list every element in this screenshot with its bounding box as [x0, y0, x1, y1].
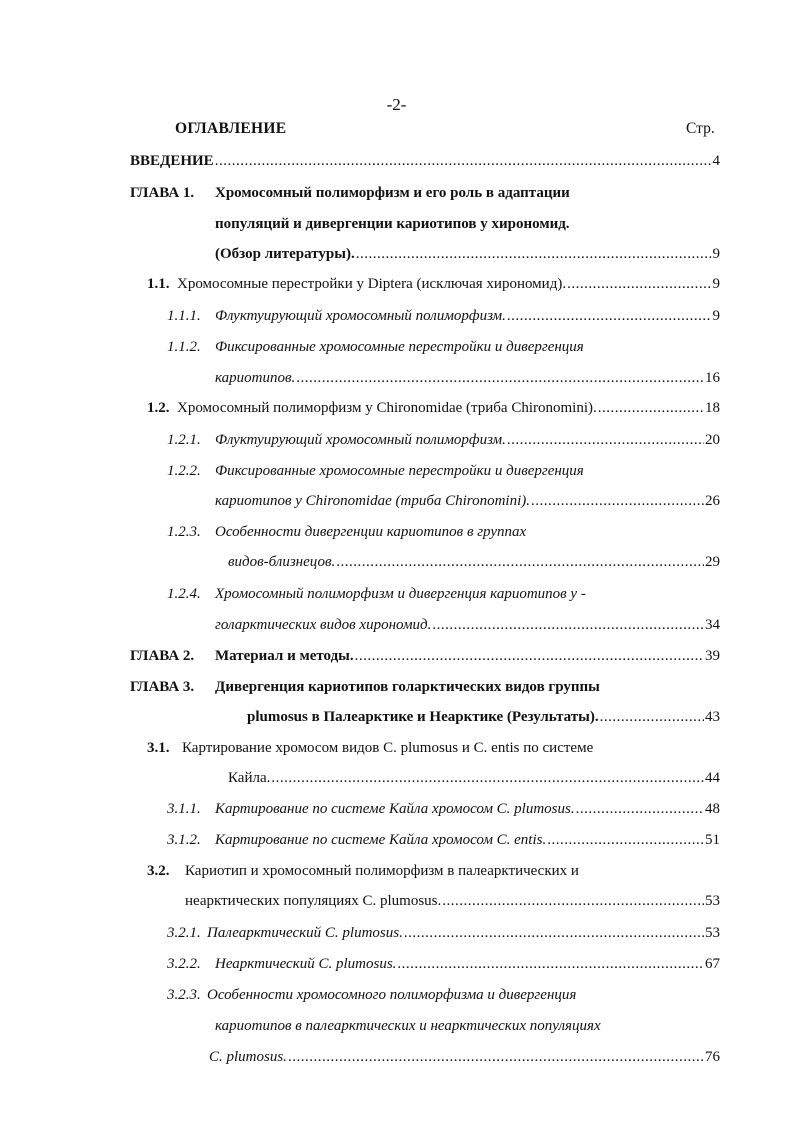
page-number: -2-	[386, 95, 407, 114]
toc-entry-title: Палеарктический C. plumosus.	[207, 925, 403, 941]
toc-page-number: 44	[705, 770, 720, 786]
toc-entry-title: видов-близнецов.	[228, 554, 336, 570]
dot-leader	[598, 397, 704, 419]
toc-line[interactable]	[215, 429, 720, 451]
toc-entry-number: 3.2.2.	[167, 956, 201, 972]
toc-page-number: 53	[705, 925, 720, 941]
toc-line[interactable]	[228, 551, 720, 573]
toc-entry-number: 3.2.3.	[167, 987, 201, 1003]
toc-entry-title: Неарктический C. plumosus.	[215, 956, 397, 972]
dot-leader	[576, 798, 704, 820]
toc-entry-title: Картирование по системе Кайла хромосом C. entis.	[215, 832, 547, 848]
toc-line[interactable]	[215, 460, 584, 482]
dot-leader	[442, 890, 704, 912]
toc-line[interactable]	[207, 984, 576, 1006]
toc-entry-title: Дивергенция кариотипов голарктических видов группы	[215, 679, 600, 695]
dot-leader	[404, 922, 704, 944]
toc-entry-title: Флуктуирующий хромосомный полиморфизм.	[215, 432, 506, 448]
toc-line[interactable]	[215, 243, 720, 265]
toc-line[interactable]	[185, 860, 579, 882]
dot-leader	[296, 367, 704, 389]
toc-entry-title: Картирование хромосом видов C. plumosus и C. entis по системе	[182, 740, 594, 756]
toc-line[interactable]	[130, 150, 720, 172]
toc-entry-number: 1.2.1.	[167, 432, 201, 448]
toc-entry-title: кариотипов у Chironomidae (триба Chironomini).	[215, 493, 530, 509]
toc-entry-title: Хромосомные перестройки у Diptera (исключая хирономид).	[177, 276, 567, 292]
toc-entry-title: Флуктуирующий хромосомный полиморфизм.	[215, 308, 506, 324]
dot-leader	[288, 1046, 704, 1068]
dot-leader	[215, 150, 712, 172]
dot-leader	[547, 829, 704, 851]
toc-line[interactable]	[247, 706, 720, 728]
toc-line[interactable]	[215, 614, 720, 636]
toc-page-number: 9	[712, 276, 720, 292]
toc-line[interactable]	[228, 767, 720, 789]
toc-entry-title: Особенности хромосомного полиморфизма и дивергенция	[207, 987, 577, 1003]
toc-entry-number: 1.1.	[147, 276, 170, 292]
toc-line[interactable]	[185, 890, 720, 912]
toc-page-number: 48	[705, 801, 720, 817]
toc-entry-title: Фиксированные хромосомные перестройки и дивергенция	[215, 463, 584, 479]
toc-line[interactable]	[215, 829, 720, 851]
toc-entry-number: 3.1.	[147, 740, 170, 756]
toc-entry-title: Хромосомный полиморфизм и дивергенция кариотипов у -	[215, 586, 586, 602]
toc-entry-number: 1.2.4.	[167, 586, 201, 602]
toc-entry-title: C. plumosus.	[209, 1049, 287, 1065]
toc-page-number: 18	[705, 400, 720, 416]
toc-line[interactable]	[207, 922, 720, 944]
toc-line[interactable]	[215, 336, 584, 358]
toc-entry-title: голарктических видов хирономид.	[215, 617, 432, 633]
toc-page-number: 29	[705, 554, 720, 570]
toc-entry-title: популяций и дивергенции кариотипов у хирономид.	[215, 216, 570, 232]
dot-leader	[567, 273, 711, 295]
toc-entry-number: ГЛАВА 2.	[130, 648, 195, 664]
toc-line[interactable]	[215, 1015, 601, 1037]
dot-leader	[432, 614, 704, 636]
dot-leader	[397, 953, 704, 975]
toc-entry-number: 1.1.2.	[167, 339, 201, 355]
toc-page-number: 67	[705, 956, 720, 972]
toc-entry-number: 1.1.1.	[167, 308, 201, 324]
toc-line[interactable]	[215, 305, 720, 327]
toc-page-number: 53	[705, 893, 720, 909]
toc-entry-number: 1.2.	[147, 400, 170, 416]
toc-entry-number: 1.2.2.	[167, 463, 201, 479]
toc-page-number: 9	[712, 308, 720, 324]
dot-leader	[507, 305, 712, 327]
toc-page-number: 39	[705, 648, 720, 664]
toc-entry-title: Материал и методы.	[215, 648, 354, 664]
toc-entry-title: Картирование по системе Кайла хромосом C. plumosus.	[215, 801, 575, 817]
toc-entry-title: неарктических популяциях C. plumosus.	[185, 893, 442, 909]
toc-entry-title: ВВЕДЕНИЕ	[130, 153, 214, 169]
toc-entry-title: Кариотип и хромосомный полиморфизм в палеарктических и	[185, 863, 579, 879]
toc-page-number: 4	[712, 153, 720, 169]
page-column-header: Стр.	[686, 120, 715, 137]
toc-line[interactable]	[177, 273, 720, 295]
toc-line[interactable]	[215, 213, 570, 235]
toc-entry-title: кариотипов в палеарктических и неарктических популяциях	[215, 1018, 601, 1034]
toc-line[interactable]	[215, 521, 526, 543]
toc-title: ОГЛАВЛЕНИЕ	[175, 120, 287, 137]
toc-page-number: 20	[705, 432, 720, 448]
toc-entry-title: (Обзор литературы).	[215, 246, 355, 262]
toc-line[interactable]	[215, 953, 720, 975]
toc-entry-number: ГЛАВА 3.	[130, 679, 195, 695]
dot-leader	[507, 429, 704, 451]
dot-leader	[531, 490, 704, 512]
dot-leader	[271, 767, 704, 789]
toc-entry-title: Хромосомный полиморфизм у Chironomidae (триба Chironomini).	[177, 400, 597, 416]
toc-entry-number: 3.1.2.	[167, 832, 201, 848]
dot-leader	[336, 551, 704, 573]
toc-line[interactable]	[215, 676, 600, 698]
toc-line[interactable]	[215, 798, 720, 820]
toc-line[interactable]	[215, 367, 720, 389]
toc-entry-title: Фиксированные хромосомные перестройки и дивергенция	[215, 339, 584, 355]
toc-page-number: 16	[705, 370, 720, 386]
toc-page-number: 26	[705, 493, 720, 509]
toc-entry-number: 1.2.3.	[167, 524, 201, 540]
toc-entry-number: 3.2.	[147, 863, 170, 879]
toc-line[interactable]	[215, 645, 720, 667]
toc-line[interactable]	[215, 182, 570, 204]
toc-entry-number: ГЛАВА 1.	[130, 185, 195, 201]
toc-line[interactable]	[209, 1046, 720, 1068]
toc-line[interactable]	[215, 490, 720, 512]
toc-line[interactable]	[215, 583, 586, 605]
toc-entry-title: Особенности дивергенции кариотипов в группах	[215, 524, 527, 540]
toc-entry-title: кариотипов.	[215, 370, 296, 386]
toc-page-number: 9	[712, 246, 720, 262]
toc-page-number: 34	[705, 617, 720, 633]
toc-page-number: 43	[705, 709, 720, 725]
toc-entry-title: plumosus в Палеарктике и Неарктике (Результаты).	[247, 709, 599, 725]
toc-line[interactable]	[182, 737, 593, 759]
toc-entry-title: Кайла.	[228, 770, 271, 786]
toc-entry-number: 3.2.1.	[167, 925, 201, 941]
toc-entry-title: Хромосомный полиморфизм и его роль в адаптации	[215, 185, 570, 201]
toc-page-number: 51	[705, 832, 720, 848]
toc-entry-number: 3.1.1.	[167, 801, 201, 817]
toc-line[interactable]	[177, 397, 720, 419]
dot-leader	[356, 243, 712, 265]
dot-leader	[600, 706, 704, 728]
toc-page-number: 76	[705, 1049, 720, 1065]
dot-leader	[355, 645, 704, 667]
